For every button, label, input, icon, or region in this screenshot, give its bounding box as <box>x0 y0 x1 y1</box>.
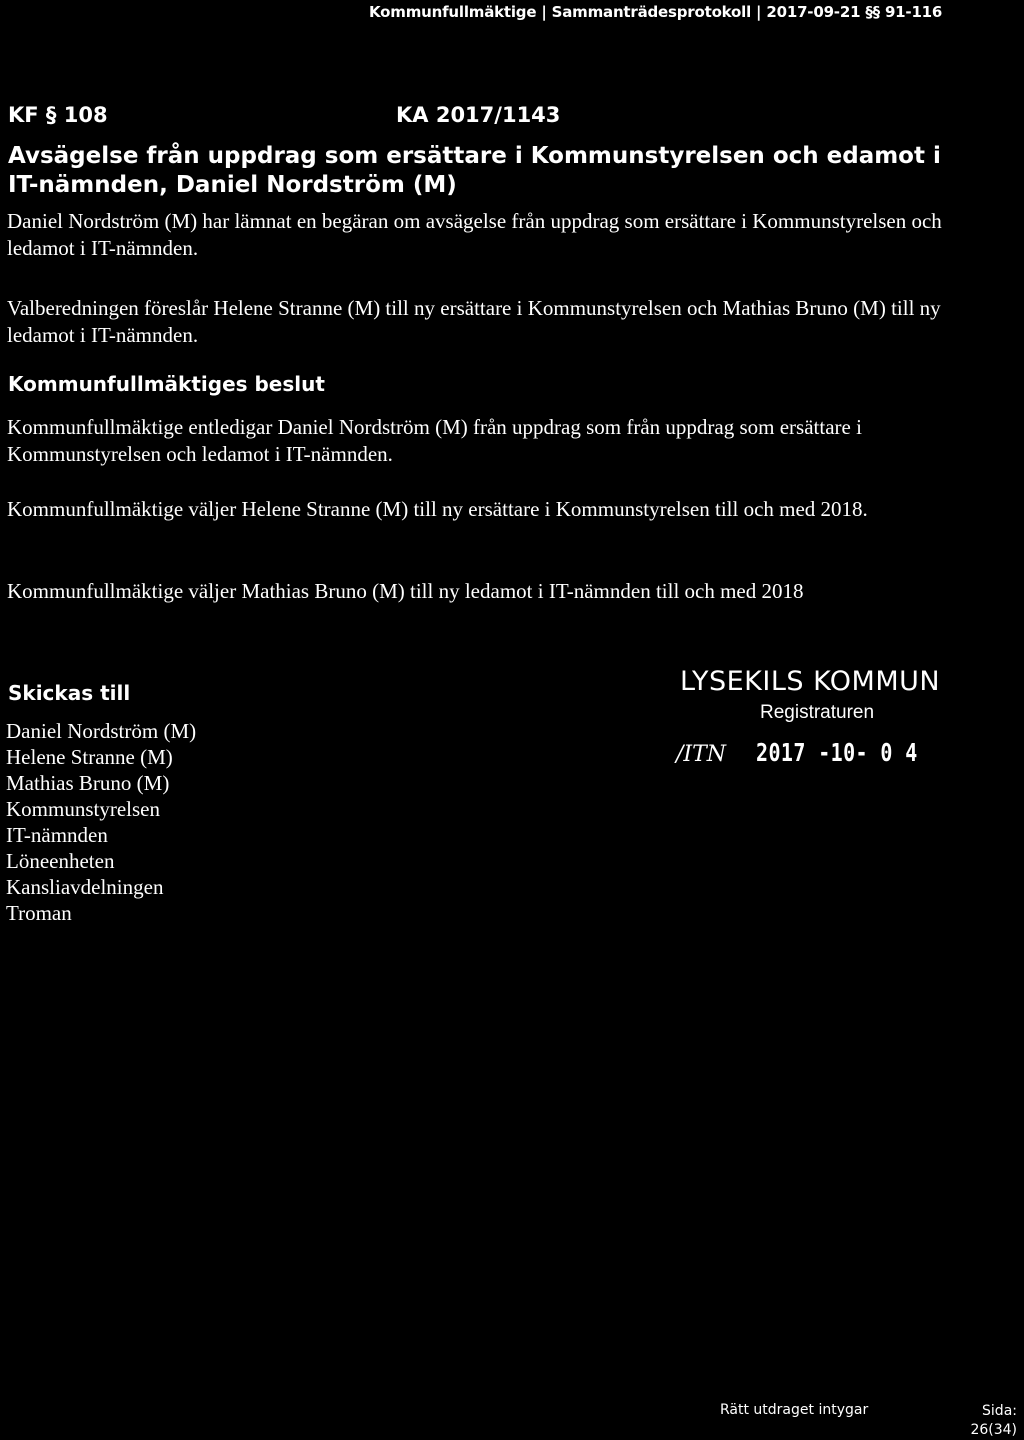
certification-label: Rätt utdraget intygar <box>720 1402 869 1418</box>
recipient-item: Troman <box>6 901 72 925</box>
send-to-heading: Skickas till <box>8 681 131 705</box>
page-indicator <box>955 1402 1017 1440</box>
page-label: Sida: <box>982 1403 1017 1419</box>
case-identifiers <box>8 103 561 127</box>
page-header: Kommunfullmäktige | Sammanträdesprotokoll | 2017-09-21 §§ 91-116 <box>369 3 943 21</box>
ka-case-number: KA 2017/1143 <box>396 103 561 127</box>
stamp-signature: /ITN <box>676 742 727 767</box>
recipient-item: Löneenheten <box>6 849 115 873</box>
recipient-item: Helene Stranne (M) <box>6 745 173 769</box>
stamp-date: 2017 -10- 0 4 <box>756 738 918 767</box>
stamp-organization: LYSEKILS KOMMUN <box>680 666 941 697</box>
page-number: 26(34) <box>970 1422 1017 1438</box>
decision-paragraph: Kommunfullmäktige väljer Mathias Bruno (M) till ny ledamot i IT-nämnden till och med 2018 <box>7 579 804 603</box>
body-paragraph: Daniel Nordström (M) har lämnat en begäran om avsägelse från uppdrag som ersättare i Kommunstyrelsen och ledamot i IT-nämnden. <box>7 209 942 260</box>
decision-paragraph: Kommunfullmäktige entledigar Daniel Nordström (M) från uppdrag som från uppdrag som ersättare i Kommunstyrelsen och ledamot i IT-nämnden. <box>7 415 862 466</box>
body-paragraph: Valberedningen föreslår Helene Stranne (M) till ny ersättare i Kommunstyrelsen och Mathias Bruno (M) till ny ledamot i IT-nämnden. <box>7 296 941 347</box>
recipient-item: Kansliavdelningen <box>6 875 164 899</box>
item-title: Avsägelse från uppdrag som ersättare i Kommunstyrelsen och edamot i IT-nämnden, Daniel Nordström (M) <box>8 143 941 198</box>
stamp-department: Registraturen <box>760 702 875 723</box>
recipient-item: IT-nämnden <box>6 823 108 847</box>
recipient-item: Mathias Bruno (M) <box>6 771 170 795</box>
recipient-item: Daniel Nordström (M) <box>6 719 197 743</box>
recipient-item: Kommunstyrelsen <box>6 797 160 821</box>
kf-paragraph-number: KF § 108 <box>8 103 108 127</box>
recipient-list <box>6 718 196 926</box>
decision-heading: Kommunfullmäktiges beslut <box>8 372 325 396</box>
decision-paragraph: Kommunfullmäktige väljer Helene Stranne (M) till ny ersättare i Kommunstyrelsen till och med 2018. <box>7 497 868 521</box>
registry-stamp <box>676 666 1006 786</box>
